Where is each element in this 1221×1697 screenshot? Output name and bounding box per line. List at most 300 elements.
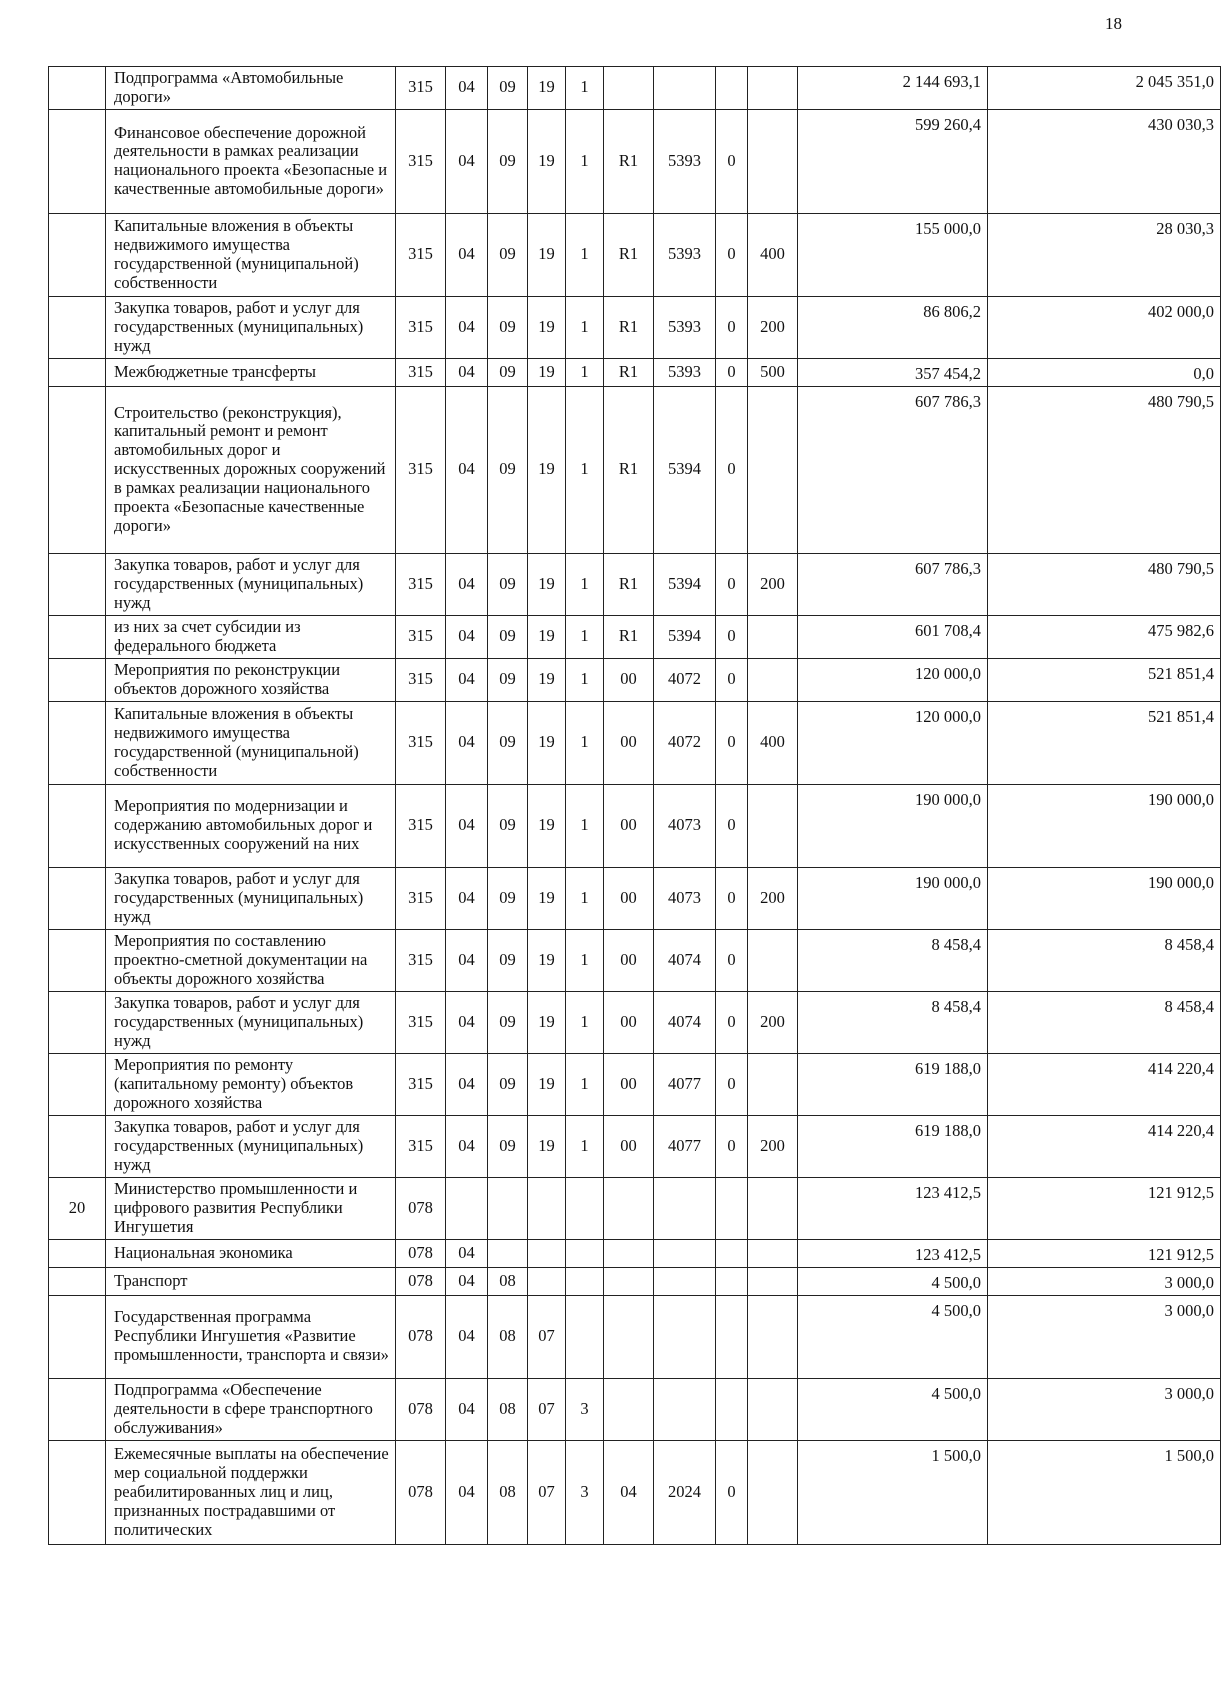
code-cell (488, 1177, 528, 1239)
code-cell: 500 (748, 358, 798, 386)
code-cell: 1 (566, 213, 604, 296)
code-cell: 4072 (654, 658, 716, 701)
code-cell: 4077 (654, 1115, 716, 1177)
code-cell: 1 (566, 701, 604, 784)
code-cell: 315 (396, 386, 446, 553)
row-number-cell (49, 1378, 106, 1440)
code-cell: 315 (396, 784, 446, 867)
amount-cell: 521 851,4 (988, 658, 1221, 701)
code-cell: 19 (528, 67, 566, 110)
table-row (49, 1267, 1221, 1295)
code-cell: 04 (446, 1440, 488, 1544)
row-number-cell (49, 296, 106, 358)
table-row (49, 1115, 1221, 1177)
code-cell: 08 (488, 1378, 528, 1440)
amount-cell: 414 220,4 (988, 1053, 1221, 1115)
code-cell: 1 (566, 867, 604, 929)
code-cell: 0 (716, 867, 748, 929)
row-number-cell (49, 1267, 106, 1295)
code-cell: R1 (604, 386, 654, 553)
code-cell (604, 1378, 654, 1440)
code-cell: 04 (446, 296, 488, 358)
code-cell: 4073 (654, 867, 716, 929)
code-cell: 078 (396, 1295, 446, 1378)
amount-cell: 480 790,5 (988, 386, 1221, 553)
row-number-cell (49, 784, 106, 867)
amount-cell: 2 045 351,0 (988, 67, 1221, 110)
code-cell (566, 1295, 604, 1378)
code-cell: 1 (566, 991, 604, 1053)
code-cell: 04 (446, 784, 488, 867)
amount-cell: 402 000,0 (988, 296, 1221, 358)
code-cell: 200 (748, 991, 798, 1053)
code-cell: 0 (716, 358, 748, 386)
code-cell: 19 (528, 867, 566, 929)
code-cell: 1 (566, 784, 604, 867)
code-cell: 07 (528, 1440, 566, 1544)
code-cell: 200 (748, 553, 798, 615)
row-number-cell (49, 67, 106, 110)
code-cell: 1 (566, 296, 604, 358)
item-name-cell: Транспорт (106, 1267, 396, 1295)
amount-cell: 480 790,5 (988, 553, 1221, 615)
code-cell: 315 (396, 929, 446, 991)
code-cell: 00 (604, 991, 654, 1053)
item-name-cell: Капитальные вложения в объекты недвижимого имущества государственной (муниципальной) собственности (106, 213, 396, 296)
code-cell (528, 1267, 566, 1295)
row-number-cell (49, 1053, 106, 1115)
code-cell: 09 (488, 701, 528, 784)
table-row (49, 1177, 1221, 1239)
amount-cell: 120 000,0 (798, 701, 988, 784)
code-cell: 19 (528, 615, 566, 658)
code-cell (604, 1177, 654, 1239)
code-cell: 0 (716, 701, 748, 784)
code-cell (528, 1177, 566, 1239)
code-cell (654, 1295, 716, 1378)
code-cell: 078 (396, 1177, 446, 1239)
code-cell: 315 (396, 67, 446, 110)
row-number-cell (49, 358, 106, 386)
item-name-cell: Подпрограмма «Обеспечение деятельности в сфере транспортного обслуживания» (106, 1378, 396, 1440)
code-cell: 19 (528, 784, 566, 867)
amount-cell: 190 000,0 (798, 867, 988, 929)
code-cell: 04 (604, 1440, 654, 1544)
table-row (49, 784, 1221, 867)
code-cell: 04 (446, 1378, 488, 1440)
code-cell: 04 (446, 867, 488, 929)
code-cell: 00 (604, 1053, 654, 1115)
amount-cell: 8 458,4 (988, 929, 1221, 991)
code-cell (748, 1295, 798, 1378)
code-cell (604, 67, 654, 110)
code-cell: 09 (488, 213, 528, 296)
code-cell: 4074 (654, 929, 716, 991)
amount-cell: 190 000,0 (798, 784, 988, 867)
amount-cell: 8 458,4 (798, 991, 988, 1053)
amount-cell: 123 412,5 (798, 1177, 988, 1239)
code-cell: 5393 (654, 109, 716, 213)
code-cell: R1 (604, 213, 654, 296)
code-cell: 09 (488, 658, 528, 701)
code-cell: 04 (446, 929, 488, 991)
row-number-cell (49, 615, 106, 658)
code-cell: 09 (488, 784, 528, 867)
code-cell: 04 (446, 615, 488, 658)
item-name-cell: Межбюджетные трансферты (106, 358, 396, 386)
item-name-cell: Подпрограмма «Автомобильные дороги» (106, 67, 396, 110)
code-cell (716, 1177, 748, 1239)
item-name-cell: Капитальные вложения в объекты недвижимого имущества государственной (муниципальной) собственности (106, 701, 396, 784)
code-cell: 04 (446, 991, 488, 1053)
amount-cell: 2 144 693,1 (798, 67, 988, 110)
item-name-cell: Национальная экономика (106, 1239, 396, 1267)
code-cell: 0 (716, 658, 748, 701)
row-number-cell (49, 867, 106, 929)
code-cell: 1 (566, 658, 604, 701)
row-number-cell (49, 109, 106, 213)
amount-cell: 607 786,3 (798, 553, 988, 615)
amount-cell: 28 030,3 (988, 213, 1221, 296)
code-cell: 04 (446, 213, 488, 296)
code-cell: 04 (446, 1239, 488, 1267)
code-cell: 19 (528, 213, 566, 296)
code-cell (748, 929, 798, 991)
amount-cell: 121 912,5 (988, 1177, 1221, 1239)
code-cell (716, 1295, 748, 1378)
row-number-cell (49, 386, 106, 553)
code-cell: 3 (566, 1440, 604, 1544)
code-cell: 00 (604, 929, 654, 991)
code-cell: 315 (396, 615, 446, 658)
code-cell: 00 (604, 701, 654, 784)
code-cell: 4077 (654, 1053, 716, 1115)
code-cell: 08 (488, 1440, 528, 1544)
code-cell: 1 (566, 67, 604, 110)
code-cell (446, 1177, 488, 1239)
amount-cell: 120 000,0 (798, 658, 988, 701)
table-row (49, 213, 1221, 296)
code-cell: 0 (716, 553, 748, 615)
amount-cell: 619 188,0 (798, 1115, 988, 1177)
amount-cell: 607 786,3 (798, 386, 988, 553)
code-cell: 1 (566, 1053, 604, 1115)
code-cell: 078 (396, 1267, 446, 1295)
amount-cell: 0,0 (988, 358, 1221, 386)
code-cell: 04 (446, 1295, 488, 1378)
amount-cell: 121 912,5 (988, 1239, 1221, 1267)
code-cell: 4073 (654, 784, 716, 867)
code-cell: 19 (528, 701, 566, 784)
amount-cell: 1 500,0 (988, 1440, 1221, 1544)
item-name-cell: Закупка товаров, работ и услуг для государственных (муниципальных) нужд (106, 867, 396, 929)
code-cell: 07 (528, 1295, 566, 1378)
code-cell (604, 1267, 654, 1295)
code-cell: 09 (488, 553, 528, 615)
table-row (49, 67, 1221, 110)
code-cell (716, 1239, 748, 1267)
amount-cell: 86 806,2 (798, 296, 988, 358)
code-cell: 315 (396, 701, 446, 784)
code-cell: 08 (488, 1267, 528, 1295)
code-cell: 04 (446, 1267, 488, 1295)
code-cell (566, 1239, 604, 1267)
table-row (49, 553, 1221, 615)
code-cell: 19 (528, 553, 566, 615)
code-cell: 315 (396, 1053, 446, 1115)
amount-cell: 430 030,3 (988, 109, 1221, 213)
code-cell: 19 (528, 991, 566, 1053)
code-cell: R1 (604, 615, 654, 658)
code-cell (566, 1267, 604, 1295)
code-cell (654, 1239, 716, 1267)
code-cell: 19 (528, 1053, 566, 1115)
row-number-cell (49, 1295, 106, 1378)
code-cell: 1 (566, 929, 604, 991)
code-cell: 04 (446, 358, 488, 386)
item-name-cell: Финансовое обеспечение дорожной деятельности в рамках реализации национального проекта «Безопасные и качественные автомобильные дороги» (106, 109, 396, 213)
amount-cell: 357 454,2 (798, 358, 988, 386)
item-name-cell: Мероприятия по модернизации и содержанию автомобильных дорог и искусственных сооружений на них (106, 784, 396, 867)
code-cell (604, 1239, 654, 1267)
table-row (49, 386, 1221, 553)
code-cell: 0 (716, 929, 748, 991)
row-number-cell (49, 1440, 106, 1544)
table-row (49, 109, 1221, 213)
budget-table (48, 66, 1221, 1545)
code-cell: 200 (748, 296, 798, 358)
item-name-cell: Закупка товаров, работ и услуг для государственных (муниципальных) нужд (106, 1115, 396, 1177)
code-cell (748, 1239, 798, 1267)
code-cell: 0 (716, 109, 748, 213)
amount-cell: 123 412,5 (798, 1239, 988, 1267)
code-cell: 09 (488, 358, 528, 386)
code-cell: 400 (748, 701, 798, 784)
code-cell: 078 (396, 1440, 446, 1544)
code-cell (654, 1177, 716, 1239)
code-cell: 315 (396, 358, 446, 386)
code-cell: 19 (528, 929, 566, 991)
row-number-cell (49, 213, 106, 296)
code-cell: 00 (604, 658, 654, 701)
table-body (49, 67, 1221, 1545)
table-row (49, 929, 1221, 991)
code-cell: R1 (604, 296, 654, 358)
amount-cell: 475 982,6 (988, 615, 1221, 658)
code-cell (654, 1267, 716, 1295)
table-row (49, 1440, 1221, 1544)
code-cell: 19 (528, 1115, 566, 1177)
code-cell (566, 1177, 604, 1239)
code-cell (748, 1053, 798, 1115)
code-cell: 315 (396, 867, 446, 929)
item-name-cell: Строительство (реконструкция), капитальный ремонт и ремонт автомобильных дорог и искусственных дорожных сооружений в рамках реализации национального проекта «Безопасные качественные дороги» (106, 386, 396, 553)
code-cell: 00 (604, 867, 654, 929)
item-name-cell: Мероприятия по составлению проектно-сметной документации на объекты дорожного хозяйства (106, 929, 396, 991)
item-name-cell: Мероприятия по реконструкции объектов дорожного хозяйства (106, 658, 396, 701)
code-cell: 5393 (654, 213, 716, 296)
code-cell (748, 1440, 798, 1544)
code-cell: 4074 (654, 991, 716, 1053)
code-cell: 200 (748, 1115, 798, 1177)
code-cell: 09 (488, 109, 528, 213)
code-cell: 2024 (654, 1440, 716, 1544)
table-row (49, 701, 1221, 784)
code-cell: 0 (716, 615, 748, 658)
code-cell: 09 (488, 296, 528, 358)
code-cell: 5393 (654, 296, 716, 358)
code-cell: 1 (566, 358, 604, 386)
code-cell: 200 (748, 867, 798, 929)
code-cell (654, 1378, 716, 1440)
amount-cell: 4 500,0 (798, 1378, 988, 1440)
amount-cell: 599 260,4 (798, 109, 988, 213)
item-name-cell: Министерство промышленности и цифрового развития Республики Ингушетия (106, 1177, 396, 1239)
table-row (49, 358, 1221, 386)
table-row (49, 1053, 1221, 1115)
code-cell: 04 (446, 386, 488, 553)
code-cell: 3 (566, 1378, 604, 1440)
amount-cell: 619 188,0 (798, 1053, 988, 1115)
code-cell: 04 (446, 109, 488, 213)
row-number-cell (49, 991, 106, 1053)
code-cell: 09 (488, 615, 528, 658)
code-cell: 078 (396, 1378, 446, 1440)
code-cell: 0 (716, 386, 748, 553)
code-cell (654, 67, 716, 110)
page-number: 18 (1105, 14, 1122, 33)
amount-cell: 4 500,0 (798, 1295, 988, 1378)
code-cell: 09 (488, 991, 528, 1053)
table-row (49, 991, 1221, 1053)
amount-cell: 190 000,0 (988, 784, 1221, 867)
code-cell (748, 784, 798, 867)
code-cell: 09 (488, 929, 528, 991)
code-cell: 315 (396, 553, 446, 615)
code-cell: 1 (566, 1115, 604, 1177)
table-row (49, 615, 1221, 658)
amount-cell: 601 708,4 (798, 615, 988, 658)
code-cell: 1 (566, 553, 604, 615)
code-cell: R1 (604, 358, 654, 386)
item-name-cell: Мероприятия по ремонту (капитальному ремонту) объектов дорожного хозяйства (106, 1053, 396, 1115)
code-cell: 09 (488, 67, 528, 110)
code-cell: 0 (716, 1053, 748, 1115)
amount-cell: 521 851,4 (988, 701, 1221, 784)
code-cell: 04 (446, 553, 488, 615)
amount-cell: 414 220,4 (988, 1115, 1221, 1177)
code-cell (748, 67, 798, 110)
row-number-cell (49, 1115, 106, 1177)
code-cell (604, 1295, 654, 1378)
code-cell (488, 1239, 528, 1267)
code-cell: 315 (396, 296, 446, 358)
code-cell (716, 1267, 748, 1295)
amount-cell: 3 000,0 (988, 1378, 1221, 1440)
code-cell (748, 109, 798, 213)
code-cell: 04 (446, 658, 488, 701)
item-name-cell: Ежемесячные выплаты на обеспечение мер социальной поддержки реабилитированных лиц и лиц, признанных пострадавшими от политических (106, 1440, 396, 1544)
code-cell: 09 (488, 1053, 528, 1115)
code-cell: 0 (716, 1440, 748, 1544)
row-number-cell (49, 701, 106, 784)
row-number-cell (49, 658, 106, 701)
code-cell: 00 (604, 1115, 654, 1177)
code-cell (748, 658, 798, 701)
code-cell (716, 67, 748, 110)
amount-cell: 190 000,0 (988, 867, 1221, 929)
amount-cell: 8 458,4 (798, 929, 988, 991)
table-row (49, 1378, 1221, 1440)
code-cell: 315 (396, 109, 446, 213)
code-cell (748, 615, 798, 658)
item-name-cell: Государственная программа Республики Ингушетия «Развитие промышленности, транспорта и связи» (106, 1295, 396, 1378)
row-number-cell (49, 929, 106, 991)
code-cell (716, 1378, 748, 1440)
code-cell: 04 (446, 1053, 488, 1115)
code-cell: 0 (716, 991, 748, 1053)
amount-cell: 3 000,0 (988, 1267, 1221, 1295)
code-cell: 04 (446, 1115, 488, 1177)
amount-cell: 155 000,0 (798, 213, 988, 296)
code-cell: 315 (396, 658, 446, 701)
code-cell: 5394 (654, 615, 716, 658)
code-cell: 0 (716, 784, 748, 867)
item-name-cell: Закупка товаров, работ и услуг для государственных (муниципальных) нужд (106, 991, 396, 1053)
code-cell: 315 (396, 991, 446, 1053)
code-cell: 1 (566, 109, 604, 213)
table-row (49, 1295, 1221, 1378)
amount-cell: 3 000,0 (988, 1295, 1221, 1378)
code-cell (748, 386, 798, 553)
code-cell: 09 (488, 386, 528, 553)
code-cell (748, 1267, 798, 1295)
code-cell: 5394 (654, 553, 716, 615)
row-number-cell: 20 (49, 1177, 106, 1239)
code-cell: 04 (446, 67, 488, 110)
table-row (49, 296, 1221, 358)
code-cell: 5393 (654, 358, 716, 386)
table-row (49, 1239, 1221, 1267)
code-cell: 0 (716, 296, 748, 358)
item-name-cell: Закупка товаров, работ и услуг для государственных (муниципальных) нужд (106, 296, 396, 358)
code-cell: 19 (528, 658, 566, 701)
table-row (49, 867, 1221, 929)
code-cell: R1 (604, 109, 654, 213)
code-cell: 0 (716, 1115, 748, 1177)
code-cell: R1 (604, 553, 654, 615)
code-cell: 09 (488, 1115, 528, 1177)
amount-cell: 8 458,4 (988, 991, 1221, 1053)
code-cell: 078 (396, 1239, 446, 1267)
code-cell: 5394 (654, 386, 716, 553)
code-cell: 1 (566, 615, 604, 658)
code-cell (748, 1378, 798, 1440)
code-cell: 04 (446, 701, 488, 784)
code-cell: 315 (396, 1115, 446, 1177)
item-name-cell: из них за счет субсидии из федерального бюджета (106, 615, 396, 658)
code-cell: 19 (528, 296, 566, 358)
code-cell: 19 (528, 358, 566, 386)
code-cell: 00 (604, 784, 654, 867)
amount-cell: 1 500,0 (798, 1440, 988, 1544)
code-cell: 400 (748, 213, 798, 296)
item-name-cell: Закупка товаров, работ и услуг для государственных (муниципальных) нужд (106, 553, 396, 615)
code-cell: 08 (488, 1295, 528, 1378)
code-cell: 0 (716, 213, 748, 296)
code-cell (748, 1177, 798, 1239)
code-cell: 315 (396, 213, 446, 296)
